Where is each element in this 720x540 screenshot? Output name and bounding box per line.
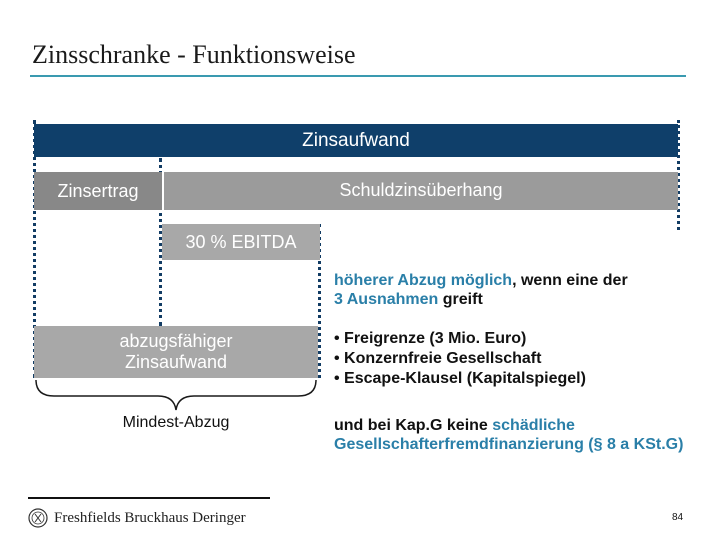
note-top-part4: greift [438, 291, 483, 308]
note-top-part1: höherer Abzug möglich [334, 272, 513, 289]
note-bottom-part2: schädliche Gesellschafterfremdfinanzierung (§ 8 a KSt.G) [334, 417, 684, 453]
note-top-part3: 3 Ausnahmen [334, 291, 439, 308]
abzugsfaehig-line1: abzugsfähiger [119, 331, 233, 351]
curly-brace-icon [34, 378, 318, 412]
exceptions-list [334, 329, 694, 389]
mindest-abzug-label: Mindest-Abzug [122, 414, 230, 431]
note-top-part2: , wenn eine der [512, 272, 628, 289]
firm-logo-text: Freshfields Bruckhaus Deringer [54, 510, 246, 526]
page-number: 84 [672, 512, 684, 523]
list-item: • Escape-Klausel (Kapitalspiegel) [334, 370, 586, 387]
abzugsfaehiger-zinsaufwand-bar [34, 326, 318, 378]
note-kapg [334, 416, 694, 454]
ebitda-bar: 30 % EBITDA [162, 224, 320, 260]
zinsaufwand-bar: Zinsaufwand [34, 124, 678, 157]
abzugsfaehig-line2: Zinsaufwand [124, 352, 228, 372]
note-hoeherer-abzug [334, 271, 694, 309]
footer-rule [28, 497, 270, 499]
zinsertrag-bar: Zinsertrag [34, 172, 162, 210]
note-bottom-part1: und bei Kap.G keine [334, 417, 493, 434]
title-underline [30, 75, 686, 77]
seal-icon [28, 508, 48, 528]
list-item: • Konzernfreie Gesellschaft [334, 350, 542, 367]
slide-title: Zinsschranke - Funktionsweise [32, 40, 356, 69]
list-item: • Freigrenze (3 Mio. Euro) [334, 330, 527, 347]
schuldzinsueberhang-bar: Schuldzinsüberhang [164, 172, 678, 210]
